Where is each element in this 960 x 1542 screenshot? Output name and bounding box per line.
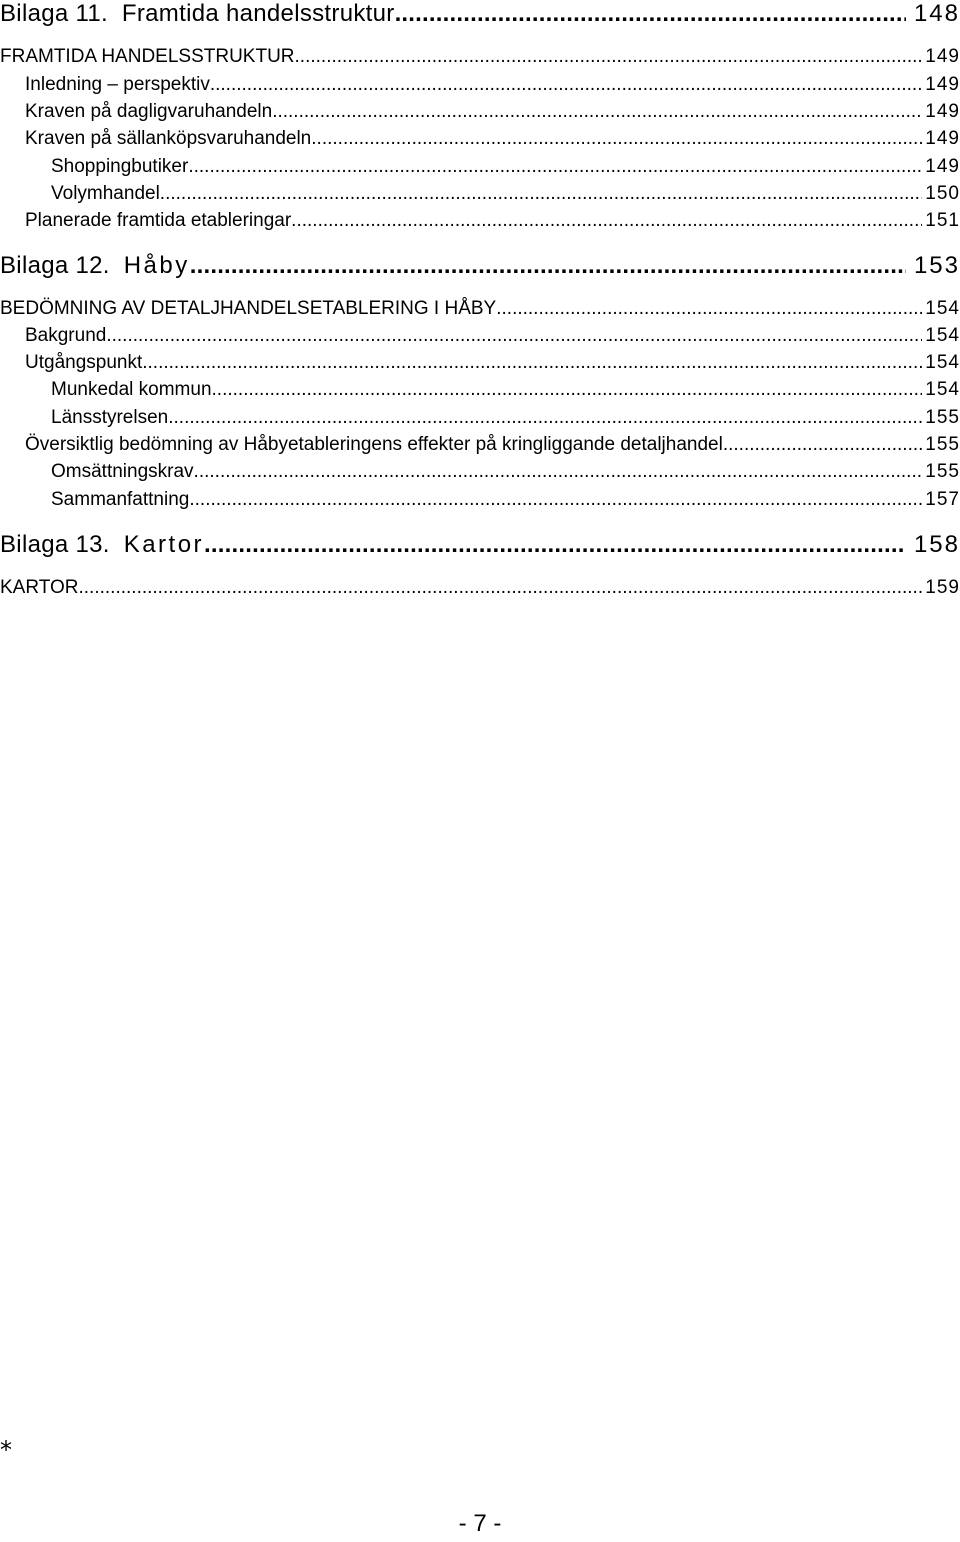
dot-leader xyxy=(496,298,922,320)
dot-leader xyxy=(291,210,922,232)
toc-entry-title: KARTOR xyxy=(0,577,79,598)
toc-entry-title: Shoppingbutiker xyxy=(51,156,189,177)
toc-entry-title: Länsstyrelsen xyxy=(51,407,169,428)
toc-entry-title: BEDÖMNING AV DETALJHANDELSETABLERING I HÅBY xyxy=(0,298,497,319)
toc-entry-bedomning[interactable] xyxy=(0,298,960,320)
dot-leader xyxy=(311,128,922,150)
toc-entry-title: Inledning – perspektiv xyxy=(25,74,210,95)
toc-entry-lansstyrelsen[interactable] xyxy=(0,407,960,429)
toc-entry-page: 154 xyxy=(925,298,960,319)
toc-entry-page: 155 xyxy=(925,407,960,428)
toc-entry-page: 155 xyxy=(925,434,960,455)
toc-entry-title: Bakgrund xyxy=(25,325,107,346)
toc-entry-dagligvaruhandeln[interactable] xyxy=(0,101,960,123)
toc-entry-bilaga-13[interactable] xyxy=(0,531,960,559)
dot-leader xyxy=(79,577,923,599)
dot-leader xyxy=(190,252,906,280)
dot-leader xyxy=(204,531,906,559)
dot-leader xyxy=(272,101,922,123)
dot-leader xyxy=(168,407,922,429)
toc-entry-page: 157 xyxy=(925,489,960,510)
dot-leader xyxy=(295,46,923,68)
toc-entry-volymhandel[interactable] xyxy=(0,183,960,205)
toc-entry-munkedal-kommun[interactable] xyxy=(0,379,960,401)
dot-leader xyxy=(210,74,922,96)
toc-entry-oversiktlig-bedomning[interactable] xyxy=(0,434,960,456)
toc-entry-page: 154 xyxy=(925,352,960,373)
dot-leader xyxy=(189,489,922,511)
dot-leader xyxy=(188,156,922,178)
dot-leader xyxy=(142,352,922,374)
toc-entry-title: Bilaga 12. Håby xyxy=(0,252,190,279)
dot-leader xyxy=(212,379,923,401)
toc-entry-page: 149 xyxy=(925,74,960,95)
toc-entry-page: 149 xyxy=(925,156,960,177)
toc-entry-title: Översiktlig bedömning av Håbyetableringens effekter på kringliggande detaljhandel xyxy=(25,434,723,455)
toc-entry-title: Bilaga 11. Framtida handelsstruktur xyxy=(0,0,395,27)
toc-entry-page: 149 xyxy=(925,128,960,149)
toc-entry-title: Utgångspunkt xyxy=(25,352,143,373)
toc-entry-page: 151 xyxy=(925,210,960,231)
toc-entry-title: Munkedal kommun xyxy=(51,379,212,400)
toc-entry-sallankopsvaruhandeln[interactable] xyxy=(0,128,960,150)
toc-entry-bakgrund[interactable] xyxy=(0,325,960,347)
toc-entry-title: Kraven på sällanköpsvaruhandeln xyxy=(25,128,312,149)
toc-entry-page: 149 xyxy=(925,101,960,122)
toc-entry-omsattningskrav[interactable] xyxy=(0,461,960,483)
toc-entry-page: 153 xyxy=(913,252,960,279)
toc-entry-inledning[interactable] xyxy=(0,74,960,96)
toc-entry-page: 148 xyxy=(913,0,960,27)
footnote-asterisk: * xyxy=(0,1436,12,1464)
toc-entry-page: 149 xyxy=(925,46,960,67)
toc-entry-page: 155 xyxy=(925,461,960,482)
toc-entry-shoppingbutiker[interactable] xyxy=(0,156,960,178)
toc-entry-title: Kraven på dagligvaruhandeln xyxy=(25,101,273,122)
toc-entry-title: Omsättningskrav xyxy=(51,461,194,482)
toc-entry-title: Volymhandel xyxy=(51,183,160,204)
toc-entry-page: 154 xyxy=(925,379,960,400)
dot-leader xyxy=(106,325,922,347)
toc-entry-title: Bilaga 13. Kartor xyxy=(0,531,205,558)
toc-entry-framtida-handelsstruktur[interactable] xyxy=(0,46,960,68)
toc-entry-title: FRAMTIDA HANDELSSTRUKTUR xyxy=(0,46,295,67)
toc-entry-title: Sammanfattning xyxy=(51,489,190,510)
dot-leader xyxy=(194,461,923,483)
dot-leader xyxy=(723,434,922,456)
toc-entry-page: 158 xyxy=(913,531,960,558)
toc-entry-page: 159 xyxy=(925,577,960,598)
toc-entry-title: Planerade framtida etableringar xyxy=(25,210,292,231)
toc-entry-planerade-etableringar[interactable] xyxy=(0,210,960,232)
toc-entry-sammanfattning[interactable] xyxy=(0,489,960,511)
toc-entry-kartor[interactable] xyxy=(0,577,960,599)
toc-entry-bilaga-11[interactable] xyxy=(0,0,960,28)
dot-leader xyxy=(160,183,923,205)
toc-entry-page: 154 xyxy=(925,325,960,346)
toc-entry-utgangspunkt[interactable] xyxy=(0,352,960,374)
toc-entry-page: 150 xyxy=(925,183,960,204)
toc-entry-bilaga-12[interactable] xyxy=(0,252,960,280)
dot-leader xyxy=(395,0,906,28)
page-number: - 7 - xyxy=(458,1510,502,1537)
